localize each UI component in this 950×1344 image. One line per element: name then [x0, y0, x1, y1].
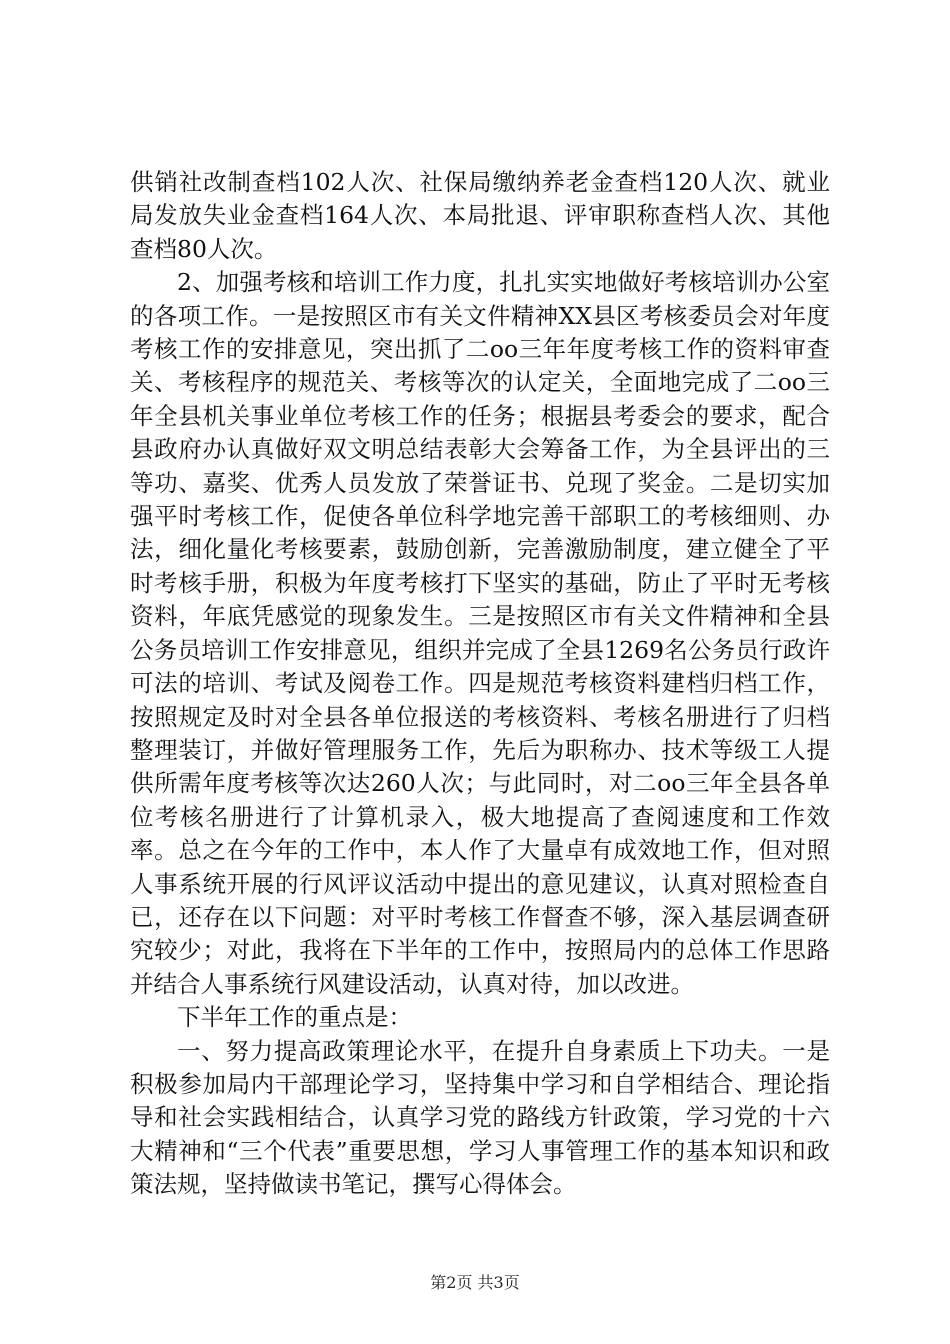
page-footer [0, 1273, 950, 1293]
page-number: 第2页 共3页 [430, 1273, 520, 1292]
paragraph-assessment-training: 2、加强考核和培训工作力度，扎扎实实地做好考核培训办公室的各项工作。一是按照区市有关文件精神XX县区考核委员会对年度考核工作的安排意见，突出抓了二oo三年年度考核工作的资料审查关、考核程序的规范关、考核等次的认定关，全面地完成了二oo三年全县机关事业单位考核工作的任务；根据县考委会的要求，配合县政府办认真做好双文明总结表彰大会筹备工作，为全县评出的三等功、嘉奖、优秀人员发放了荣誉证书、兑现了奖金。二是切实加强平时考核工作，促使各单位科学地完善干部职工的考核细则、办法，细化量化考核要素，鼓励创新，完善激励制度，建立健全了平时考核手册，积极为年度考核打下坚实的基础，防止了平时无考核资料，年底凭感觉的现象发生。三是按照区市有关文件精神和全县公务员培训工作安排意见，组织并完成了全县1269名公务员行政许可法的培训、考试及阅卷工作。四是规范考核资料建档归档工作，按照规定及时对全县各单位报送的考核资料、考核名册进行了归档整理装订，并做好管理服务工作，先后为职称办、技术等级工人提供所需年度考核等次达260人次；与此同时，对二oo三年全县各单位考核名册进行了计算机录入，极大地提高了查阅速度和工作效率。总之在今年的工作中，本人作了大量卓有成效地工作，但对照人事系统开展的行风评议活动中提出的意见建议，认真对照检查自已，还存在以下问题：对平时考核工作督查不够，深入基层调查研究较少；对此，我将在下半年的工作中，按照局内的总体工作思路并结合人事系统行风建设活动，认真对待，加以改进。 [130, 268, 830, 998]
paragraph-second-half-heading: 下半年工作的重点是： [177, 1003, 412, 1032]
document-body [130, 166, 830, 1202]
paragraph-archive-stats: 供销社改制查档102人次、社保局缴纳养老金查档120人次、就业局发放失业金查档164人次、本局批退、评审职称查档人次、其他查档80人次。 [130, 168, 830, 263]
paragraph-policy-theory: 一、努力提高政策理论水平，在提升自身素质上下功夫。一是积极参加局内干部理论学习，坚持集中学习和自学相结合、理论指导和社会实践相结合，认真学习党的路线方针政策，学习党的十六大精神和“三个代表”重要思想，学习人事管理工作的基本知识和政策法规，坚持做读书笔记，撰写心得体会。 [130, 1036, 830, 1199]
